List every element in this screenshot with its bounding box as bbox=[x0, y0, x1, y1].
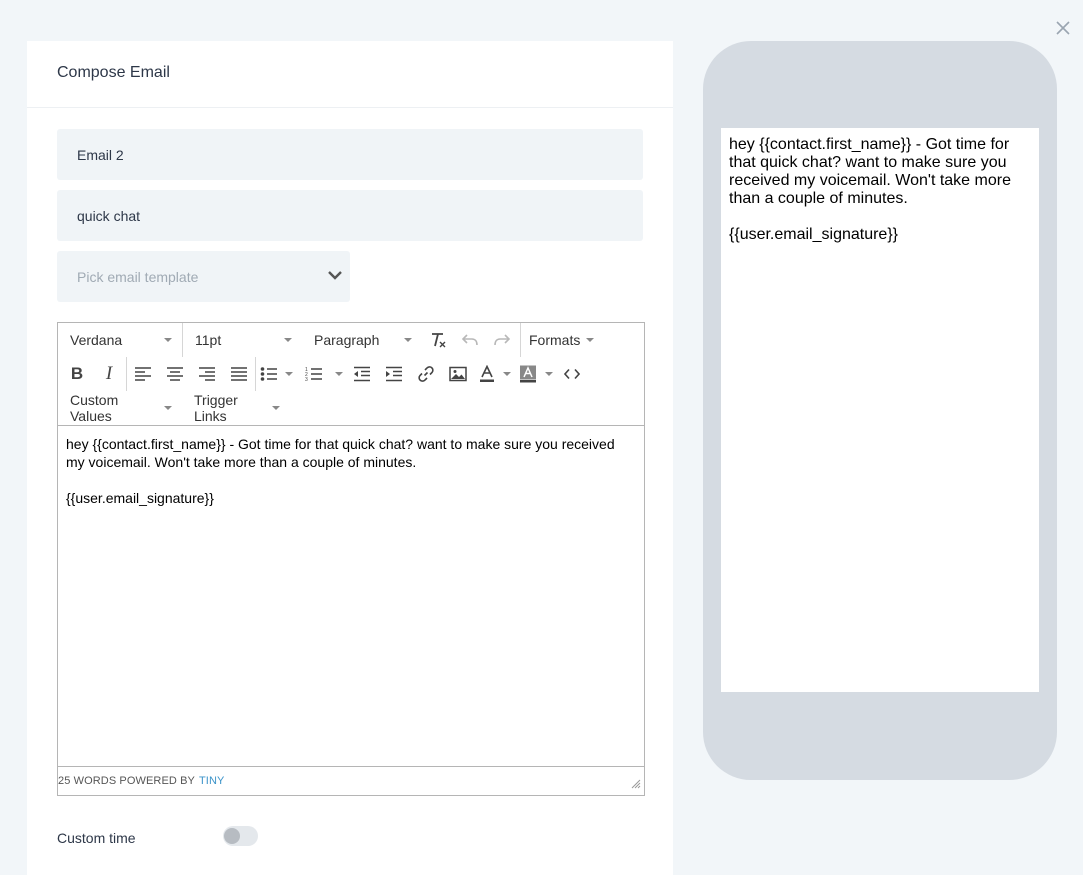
bullet-list-icon[interactable] bbox=[256, 357, 282, 391]
font-size-select[interactable] bbox=[183, 323, 302, 357]
redo-icon[interactable] bbox=[486, 323, 518, 357]
align-left-icon[interactable] bbox=[127, 357, 159, 391]
align-right-icon[interactable] bbox=[191, 357, 223, 391]
custom-time-toggle[interactable] bbox=[223, 826, 258, 846]
formats-menu[interactable] bbox=[521, 323, 597, 357]
phone-preview bbox=[703, 41, 1057, 780]
custom-values-menu[interactable] bbox=[58, 391, 182, 425]
svg-text:3: 3 bbox=[305, 377, 308, 382]
subject-field[interactable] bbox=[57, 190, 643, 241]
resize-handle-icon[interactable] bbox=[631, 779, 641, 792]
block-format-label: Paragraph bbox=[314, 332, 380, 348]
template-placeholder: Pick email template bbox=[77, 268, 199, 285]
svg-text:2: 2 bbox=[305, 372, 308, 378]
align-justify-icon[interactable] bbox=[223, 357, 255, 391]
editor-signature-line: {{user.email_signature}} bbox=[66, 490, 214, 506]
image-icon[interactable] bbox=[442, 357, 474, 391]
editor-content[interactable] bbox=[58, 426, 644, 766]
custom-time-label: Custom time bbox=[57, 830, 136, 846]
custom-values-label: Custom Values bbox=[70, 392, 119, 424]
background-color-icon[interactable] bbox=[514, 357, 542, 391]
rich-text-editor bbox=[57, 322, 645, 796]
word-count: 25 WORDS POWERED BY bbox=[58, 775, 195, 787]
toggle-knob bbox=[224, 828, 240, 844]
trigger-links-menu[interactable] bbox=[182, 391, 290, 425]
formats-label: Formats bbox=[529, 332, 581, 348]
background-color-options-icon[interactable] bbox=[542, 357, 556, 391]
font-family-select[interactable] bbox=[58, 323, 182, 357]
panel-header bbox=[27, 41, 673, 108]
preview-body-line: hey {{contact.first_name}} - Got time for that quick chat? want to make sure you received my voicemail. Won't take more than a couple of minutes. bbox=[729, 136, 1011, 207]
bold-icon[interactable]: B bbox=[70, 364, 84, 383]
bullet-list-options-icon[interactable] bbox=[282, 357, 296, 391]
chevron-down-icon bbox=[326, 266, 344, 287]
text-color-options-icon[interactable] bbox=[500, 357, 514, 391]
text-color-icon[interactable] bbox=[474, 357, 500, 391]
source-code-icon[interactable] bbox=[556, 357, 588, 391]
italic-icon[interactable]: I bbox=[105, 363, 113, 384]
numbered-list-icon[interactable] bbox=[296, 357, 332, 391]
link-icon[interactable] bbox=[410, 357, 442, 391]
clear-formatting-icon[interactable] bbox=[422, 323, 454, 357]
outdent-icon[interactable] bbox=[346, 357, 378, 391]
page-title: Compose Email bbox=[57, 64, 170, 81]
editor-body-line: hey {{contact.first_name}} - Got time for that quick chat? want to make sure you received my voicemail. Won't take more than a couple of minutes. bbox=[66, 436, 615, 470]
numbered-list-options-icon[interactable] bbox=[332, 357, 346, 391]
block-format-select[interactable] bbox=[302, 323, 422, 357]
font-size-label: 11pt bbox=[195, 332, 222, 348]
subject-value: quick chat bbox=[77, 207, 141, 224]
editor-statusbar bbox=[58, 766, 644, 795]
preview-signature-line: {{user.email_signature}} bbox=[729, 226, 899, 243]
template-select[interactable] bbox=[57, 251, 350, 302]
close-icon[interactable] bbox=[1052, 17, 1074, 39]
compose-panel bbox=[27, 41, 673, 875]
trigger-links-label: Trigger Links bbox=[194, 392, 238, 424]
tiny-link[interactable]: TINY bbox=[198, 775, 225, 787]
undo-icon[interactable] bbox=[454, 323, 486, 357]
preview-screen bbox=[721, 128, 1039, 692]
font-family-label: Verdana bbox=[70, 332, 123, 348]
align-center-icon[interactable] bbox=[159, 357, 191, 391]
svg-text:1: 1 bbox=[305, 367, 308, 373]
editor-toolbar bbox=[58, 323, 644, 426]
indent-icon[interactable] bbox=[378, 357, 410, 391]
email-name-field[interactable] bbox=[57, 129, 643, 180]
email-name-value: Email 2 bbox=[77, 146, 124, 163]
